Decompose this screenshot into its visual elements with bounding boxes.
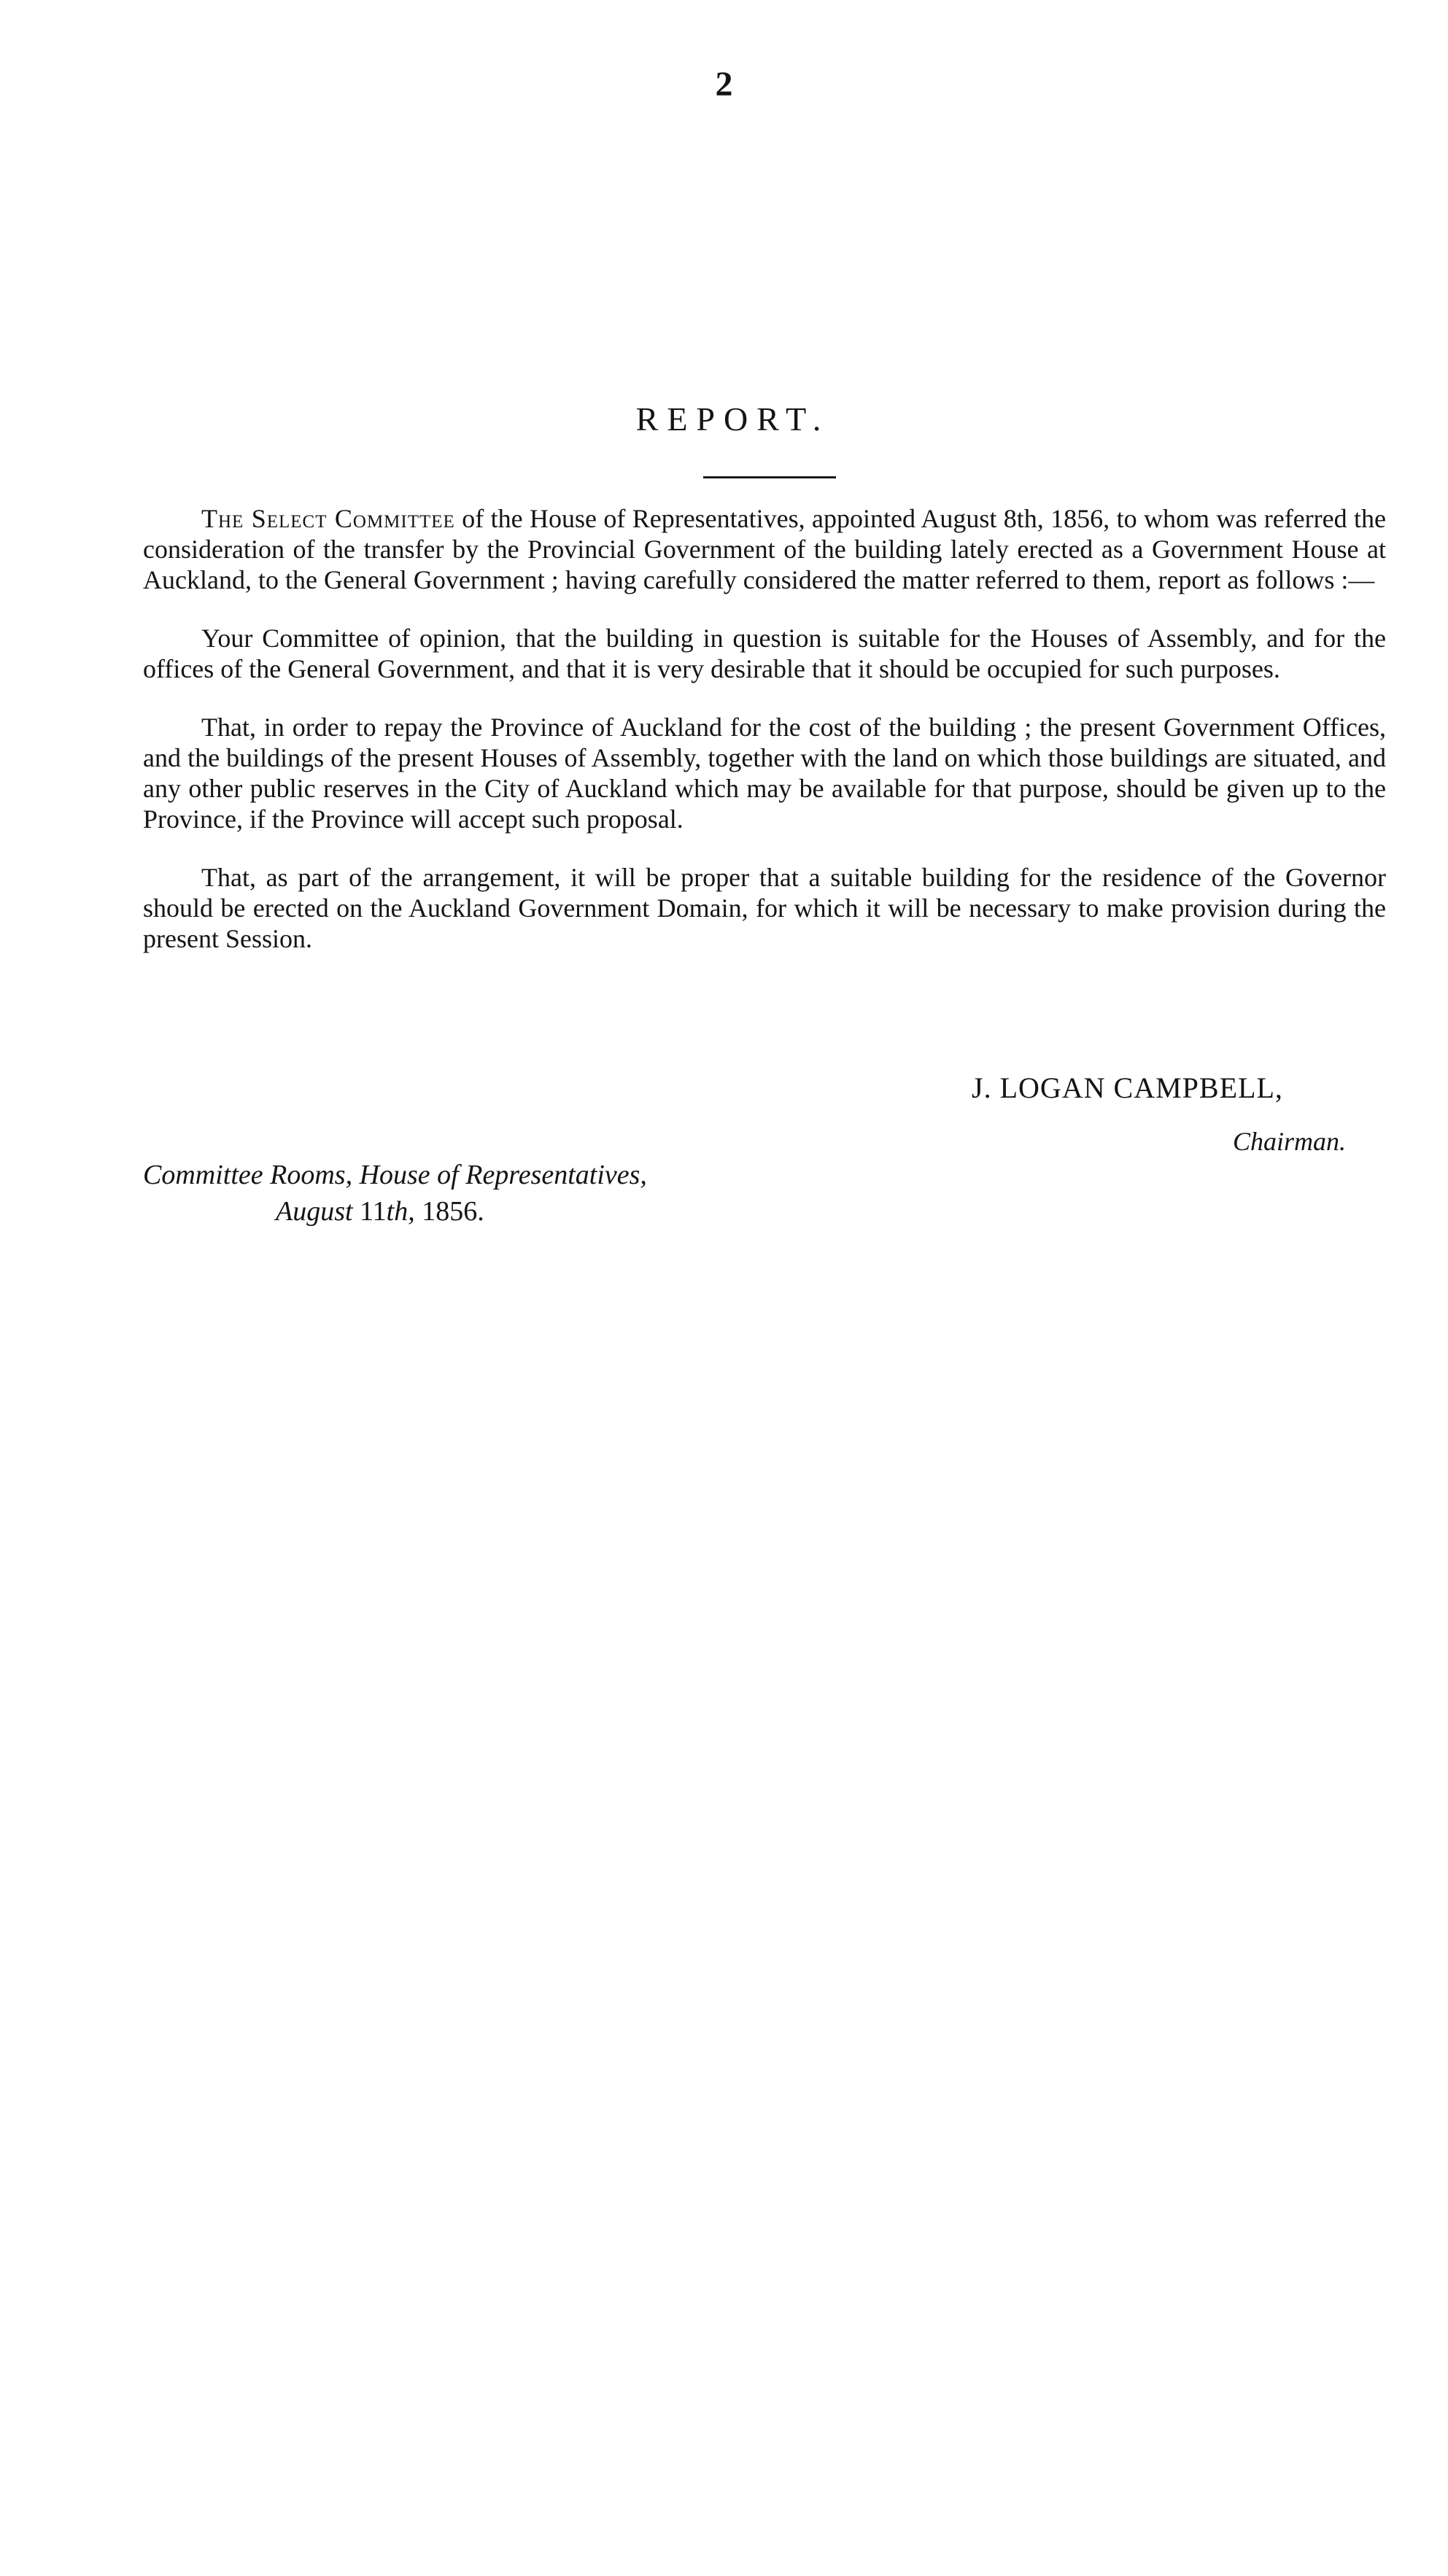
committee-lead: The Select Committee (201, 504, 455, 533)
date-day-suffix: th, (386, 1196, 415, 1227)
paragraph-2: Your Committee of opinion, that the building in question is suitable for the Houses of Assembly, and for the offices of the General Government, and that it is very desirable that it should be occupied for such purposes. (143, 624, 1386, 683)
location-line: Committee Rooms, House of Representatives, (143, 1160, 647, 1190)
page-number: 2 (715, 65, 733, 104)
title-rule (703, 476, 836, 478)
paragraph-1-text: of the House of Representatives, appointed August 8th, 1856, to whom was referred the consideration of the transfer by the Provincial Government of the building lately erected as a Government House at Auckland, to the General Government ; having carefully considered the matter referred to them, report as follows :— (143, 504, 1386, 594)
paragraph-4: That, as part of the arrangement, it will be proper that a suitable building for the residence of the Governor should be erected on the Auckland Government Domain, for which it will be necessary to make provision during the present Session. (143, 863, 1386, 953)
date-year: 1856. (422, 1196, 484, 1227)
signature-title: Chairman. (1233, 1127, 1347, 1156)
date-day-number: 11 (360, 1196, 387, 1227)
paragraph-3: That, in order to repay the Province of Auckland for the cost of the building ; the present Government Offices, and the buildings of the present Houses of Assembly, together with the land on which those buildings are situated, and any other public reserves in the City of Auckland which may be available for that purpose, should be given up to the Province, if the Province will accept such proposal. (143, 713, 1386, 834)
report-body (143, 503, 1386, 982)
paragraph-1 (143, 503, 1386, 595)
date-line (143, 1193, 647, 1230)
date-month: August (276, 1196, 353, 1227)
location-block (143, 1157, 647, 1230)
signature-name: J. LOGAN CAMPBELL, (972, 1071, 1283, 1104)
report-title: REPORT. (635, 400, 830, 438)
